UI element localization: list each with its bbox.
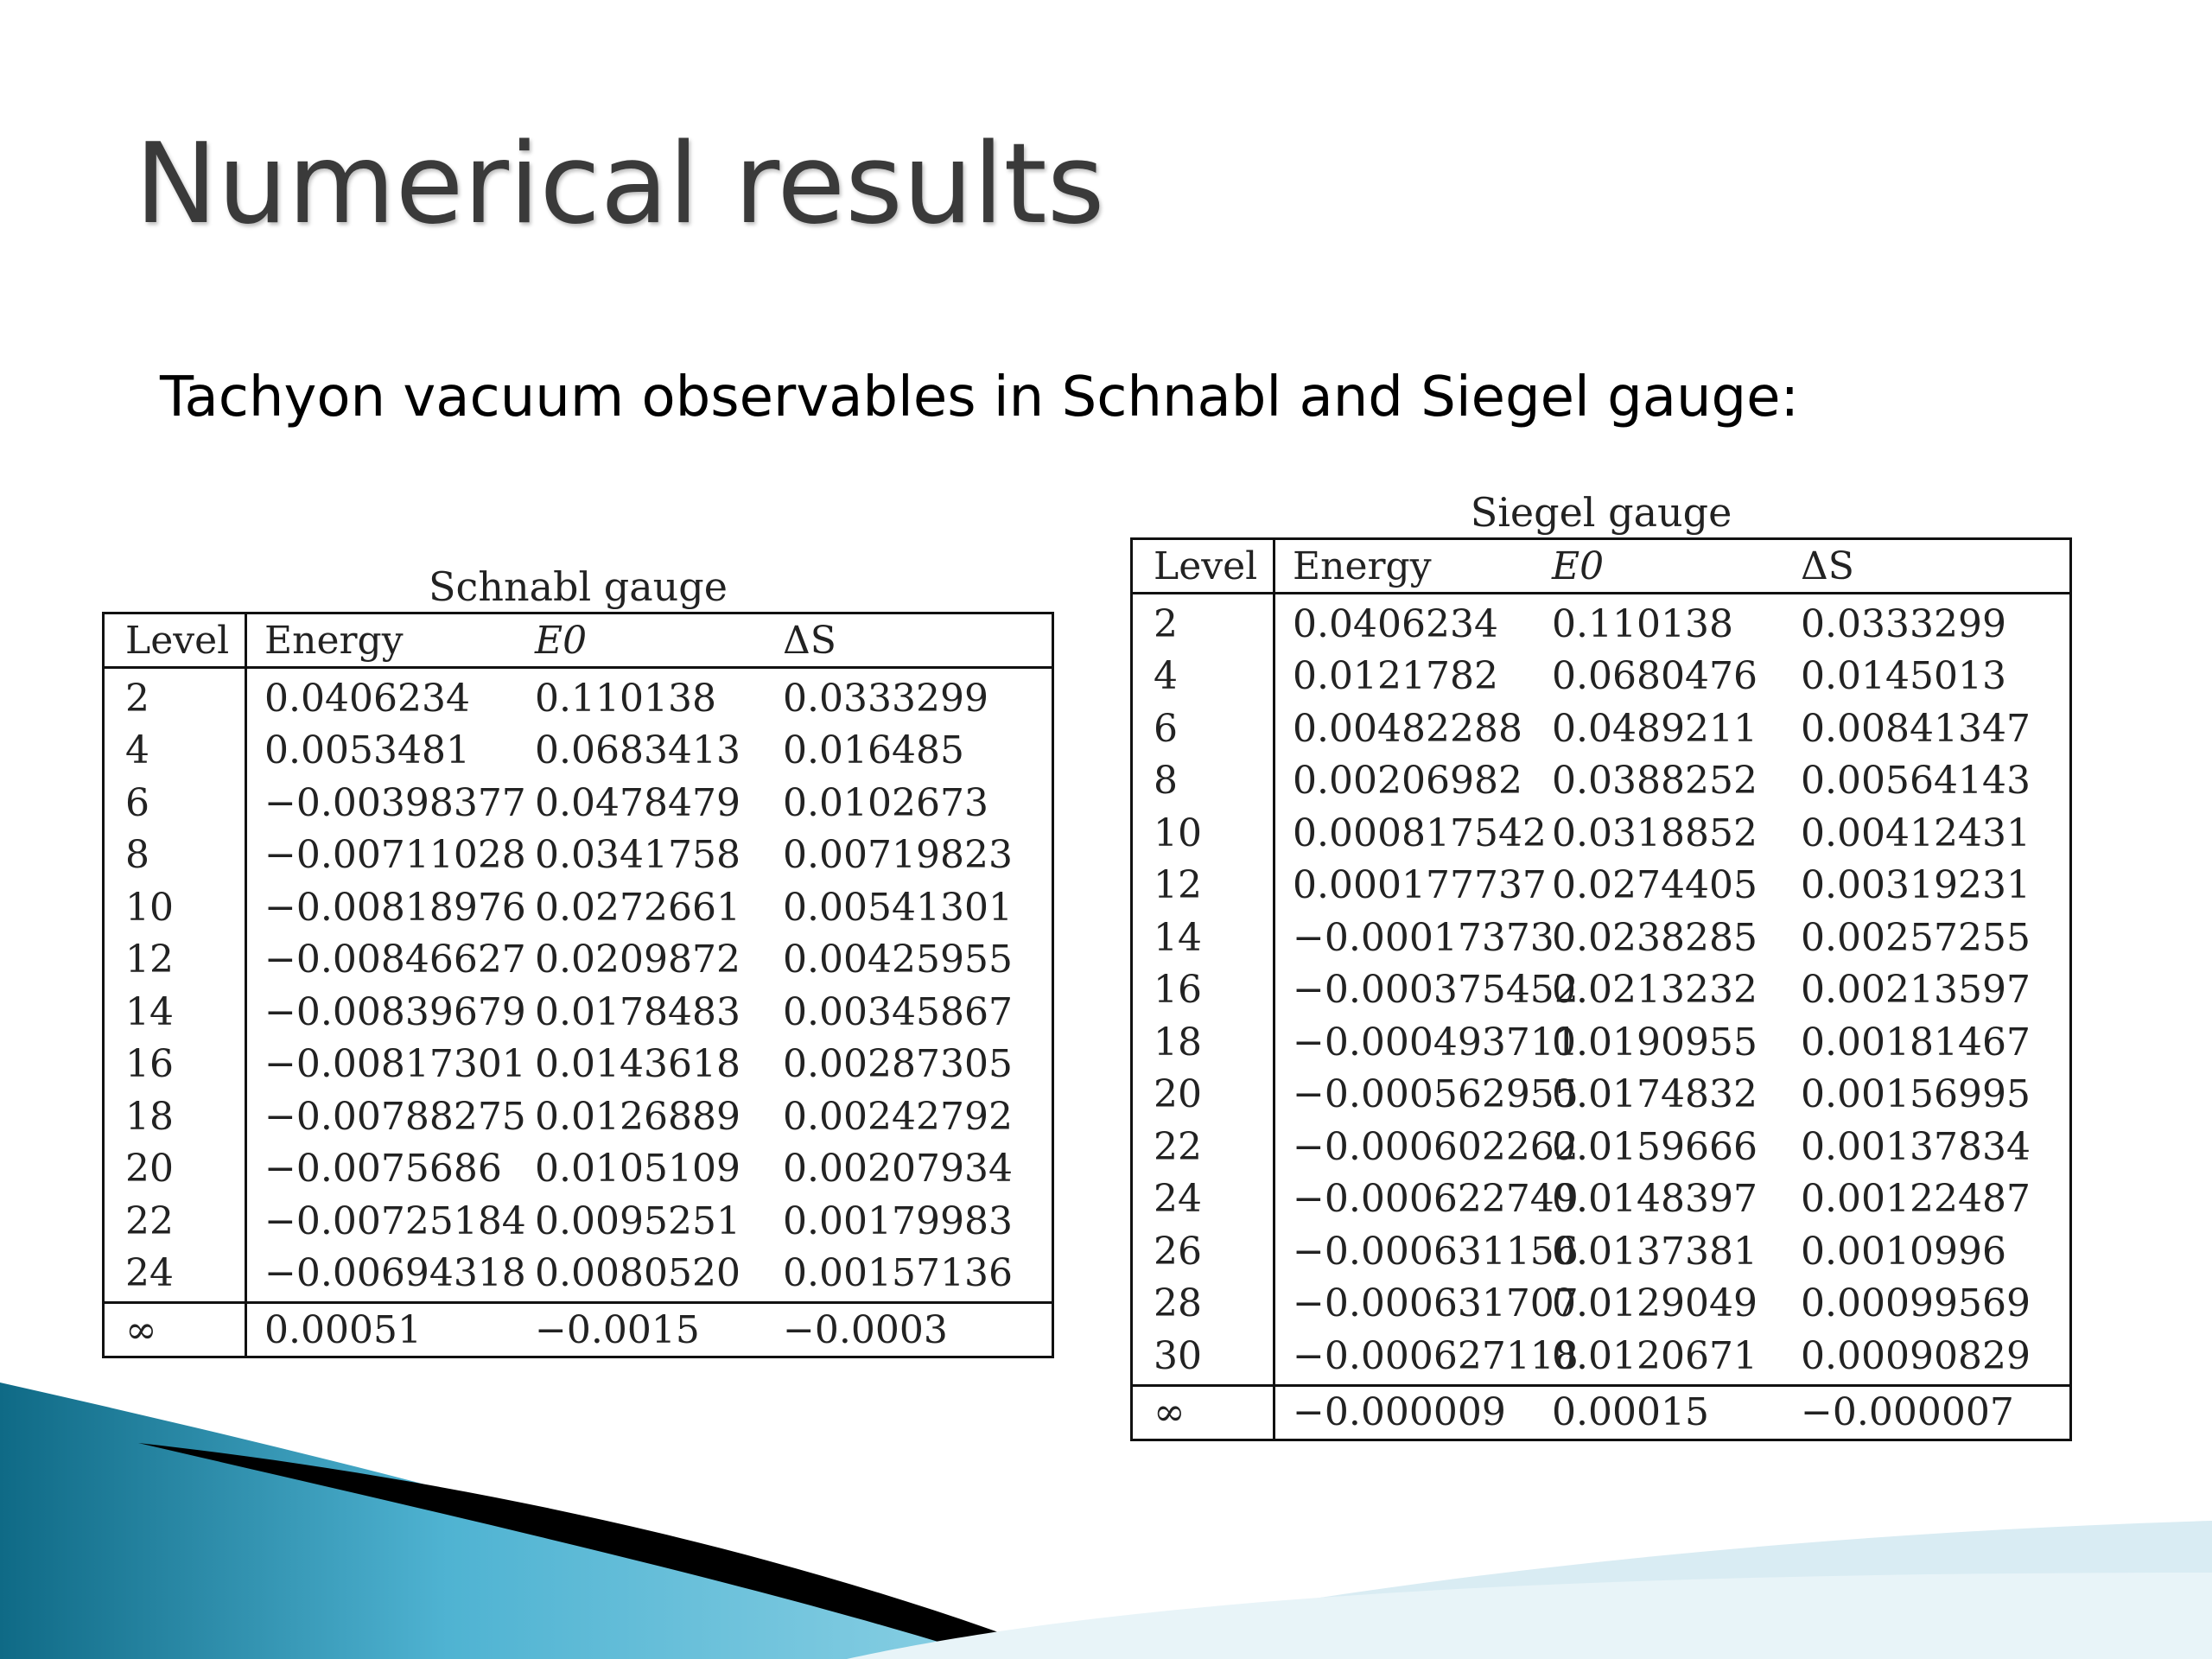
cell-level: 2 [1154, 601, 1178, 646]
cell-energy: −0.00725184 [264, 1198, 526, 1243]
cell-e0: 0.0129049 [1552, 1281, 1758, 1326]
cell-e0: 0.110138 [535, 676, 716, 721]
cell-level: 18 [125, 1094, 174, 1139]
cell-energy: 0.000817542 [1293, 810, 1547, 855]
cell-energy: 0.0053481 [264, 728, 470, 773]
cell-e0: 0.0341758 [535, 833, 741, 878]
cell-energy: −0.000602262 [1293, 1124, 1579, 1169]
cell-level: 16 [1154, 968, 1202, 1013]
cell-level: 6 [1154, 706, 1178, 751]
cell-delta-s: 0.00156995 [1801, 1072, 2031, 1117]
cell-e0: 0.0159666 [1552, 1124, 1758, 1169]
siegel-grid [1130, 537, 2072, 1441]
schnabl-grid [102, 612, 1054, 1358]
cell-energy: −0.00846627 [264, 938, 526, 982]
cell-delta-s: 0.00207934 [783, 1147, 1013, 1192]
slide-title: Numerical results [135, 120, 1105, 249]
cell-level: 22 [125, 1198, 174, 1243]
cell-delta-s: 0.0333299 [1801, 601, 2006, 646]
infinity-level: ∞ [1154, 1390, 1185, 1434]
cell-delta-s: 0.00090829 [1801, 1333, 2031, 1378]
cell-delta-s: 0.0010996 [1801, 1229, 2006, 1274]
cell-e0: 0.0190955 [1552, 1020, 1758, 1065]
cell-delta-s: 0.00181467 [1801, 1020, 2031, 1065]
cell-e0: 0.0388252 [1552, 759, 1758, 804]
cell-delta-s: 0.00179983 [783, 1198, 1013, 1243]
header-delta-s: ΔS [1801, 543, 1854, 588]
cell-energy: −0.0075686 [264, 1147, 502, 1192]
cell-energy: −0.000562955 [1293, 1072, 1579, 1117]
cell-e0: 0.0120671 [1552, 1333, 1758, 1378]
cell-delta-s: 0.00122487 [1801, 1177, 2031, 1222]
cell-level: 20 [1154, 1072, 1202, 1117]
cell-e0: 0.0318852 [1552, 810, 1758, 855]
cell-level: 4 [125, 728, 149, 773]
cell-delta-s: 0.00242792 [783, 1094, 1013, 1139]
header-e0: E0 [535, 618, 588, 663]
cell-level: 20 [125, 1147, 174, 1192]
cell-level: 12 [1154, 863, 1202, 908]
cell-e0: 0.0080520 [535, 1251, 741, 1296]
cell-e0: 0.0272661 [535, 885, 741, 930]
cell-level: 12 [125, 938, 174, 982]
cell-e0: 0.0148397 [1552, 1177, 1758, 1222]
cell-delta-s: 0.00319231 [1801, 863, 2031, 908]
table-caption: Siegel gauge [1470, 489, 1732, 536]
cell-delta-s: 0.00412431 [1801, 810, 2031, 855]
cell-level: 14 [1154, 915, 1202, 960]
cell-e0: 0.0680476 [1552, 654, 1758, 699]
cell-delta-s: 0.00099569 [1801, 1281, 2031, 1326]
cell-energy: 0.0406234 [264, 676, 470, 721]
cell-level: 10 [125, 885, 174, 930]
cell-energy: 0.0121782 [1293, 654, 1498, 699]
cell-delta-s: 0.00137834 [1801, 1124, 2031, 1169]
cell-energy: −0.00817301 [264, 1042, 526, 1087]
cell-energy: 0.000177737 [1293, 863, 1547, 908]
cell-energy: −0.000631156 [1293, 1229, 1579, 1274]
cell-energy: −0.00694318 [264, 1251, 526, 1296]
header-energy: Energy [1293, 543, 1432, 588]
cell-delta-s: 0.0145013 [1801, 654, 2006, 699]
cell-energy: −0.000493711 [1293, 1020, 1579, 1065]
cell-e0: 0.0105109 [535, 1147, 741, 1192]
cell-level: 28 [1154, 1281, 1202, 1326]
cell-delta-s: 0.00157136 [783, 1251, 1013, 1296]
cell-level: 22 [1154, 1124, 1202, 1169]
cell-level: 26 [1154, 1229, 1202, 1274]
cell-e0: 0.0178483 [535, 989, 741, 1034]
cell-e0: 0.0137381 [1552, 1229, 1758, 1274]
cell-e0: 0.0489211 [1552, 706, 1758, 751]
header-level: Level [1154, 543, 1258, 588]
cell-level: 6 [125, 780, 149, 825]
cell-e0: 0.0095251 [535, 1198, 741, 1243]
cell-energy: 0.0406234 [1293, 601, 1498, 646]
cell-energy: −0.000375452 [1293, 968, 1579, 1013]
cell-delta-s: 0.00213597 [1801, 968, 2031, 1013]
cell-level: 2 [125, 676, 149, 721]
header-delta-s: ΔS [783, 618, 836, 663]
cell-energy: −0.000631707 [1293, 1281, 1579, 1326]
column-divider [1273, 540, 1275, 1439]
cell-energy: 0.00482288 [1293, 706, 1522, 751]
cell-level: 30 [1154, 1333, 1202, 1378]
cell-level: 8 [125, 833, 149, 878]
cell-energy: −0.00818976 [264, 885, 526, 930]
cell-delta-s: 0.016485 [783, 728, 964, 773]
infinity-delta-s: −0.000007 [1801, 1390, 2014, 1434]
cell-level: 16 [125, 1042, 174, 1087]
slide-subtitle: Tachyon vacuum observables in Schnabl and Siegel gauge: [160, 365, 1800, 429]
cell-e0: 0.110138 [1552, 601, 1733, 646]
cell-level: 24 [1154, 1177, 1202, 1222]
cell-energy: −0.00398377 [264, 780, 526, 825]
header-energy: Energy [264, 618, 404, 663]
cell-e0: 0.0238285 [1552, 915, 1758, 960]
cell-energy: −0.00788275 [264, 1094, 526, 1139]
cell-e0: 0.0143618 [535, 1042, 741, 1087]
cell-level: 18 [1154, 1020, 1202, 1065]
cell-level: 8 [1154, 759, 1178, 804]
cell-e0: 0.0126889 [535, 1094, 741, 1139]
infinity-energy: −0.000009 [1293, 1390, 1506, 1434]
cell-delta-s: 0.00841347 [1801, 706, 2031, 751]
infinity-e0: 0.00015 [1552, 1390, 1709, 1434]
cell-e0: 0.0478479 [535, 780, 741, 825]
cell-energy: −0.000627118 [1293, 1333, 1579, 1378]
cell-delta-s: 0.00564143 [1801, 759, 2031, 804]
cell-level: 4 [1154, 654, 1178, 699]
cell-energy: −0.000622749 [1293, 1177, 1579, 1222]
cell-energy: 0.00206982 [1293, 759, 1522, 804]
infinity-e0: −0.0015 [535, 1307, 700, 1352]
siegel-gauge-table [1130, 487, 2072, 1441]
cell-delta-s: 0.00425955 [783, 938, 1013, 982]
infinity-energy: 0.00051 [264, 1307, 422, 1352]
cell-delta-s: 0.00719823 [783, 833, 1013, 878]
cell-delta-s: 0.00257255 [1801, 915, 2031, 960]
header-e0: E0 [1552, 543, 1605, 588]
cell-delta-s: 0.0333299 [783, 676, 988, 721]
schnabl-gauge-table [102, 562, 1054, 1358]
cell-level: 24 [125, 1251, 174, 1296]
cell-energy: −0.00839679 [264, 989, 526, 1034]
table-caption: Schnabl gauge [429, 563, 728, 610]
cell-e0: 0.0274405 [1552, 863, 1758, 908]
cell-level: 10 [1154, 810, 1202, 855]
column-divider [245, 614, 247, 1356]
cell-energy: −0.00711028 [264, 833, 526, 878]
infinity-delta-s: −0.0003 [783, 1307, 948, 1352]
cell-delta-s: 0.00345867 [783, 989, 1013, 1034]
cell-e0: 0.0683413 [535, 728, 741, 773]
infinity-level: ∞ [125, 1307, 157, 1352]
cell-e0: 0.0174832 [1552, 1072, 1758, 1117]
cell-delta-s: 0.00287305 [783, 1042, 1013, 1087]
cell-e0: 0.0209872 [535, 938, 741, 982]
header-level: Level [125, 618, 230, 663]
cell-delta-s: 0.00541301 [783, 885, 1013, 930]
cell-energy: −0.00017373 [1293, 915, 1554, 960]
cell-e0: 0.0213232 [1552, 968, 1758, 1013]
cell-delta-s: 0.0102673 [783, 780, 988, 825]
cell-level: 14 [125, 989, 174, 1034]
